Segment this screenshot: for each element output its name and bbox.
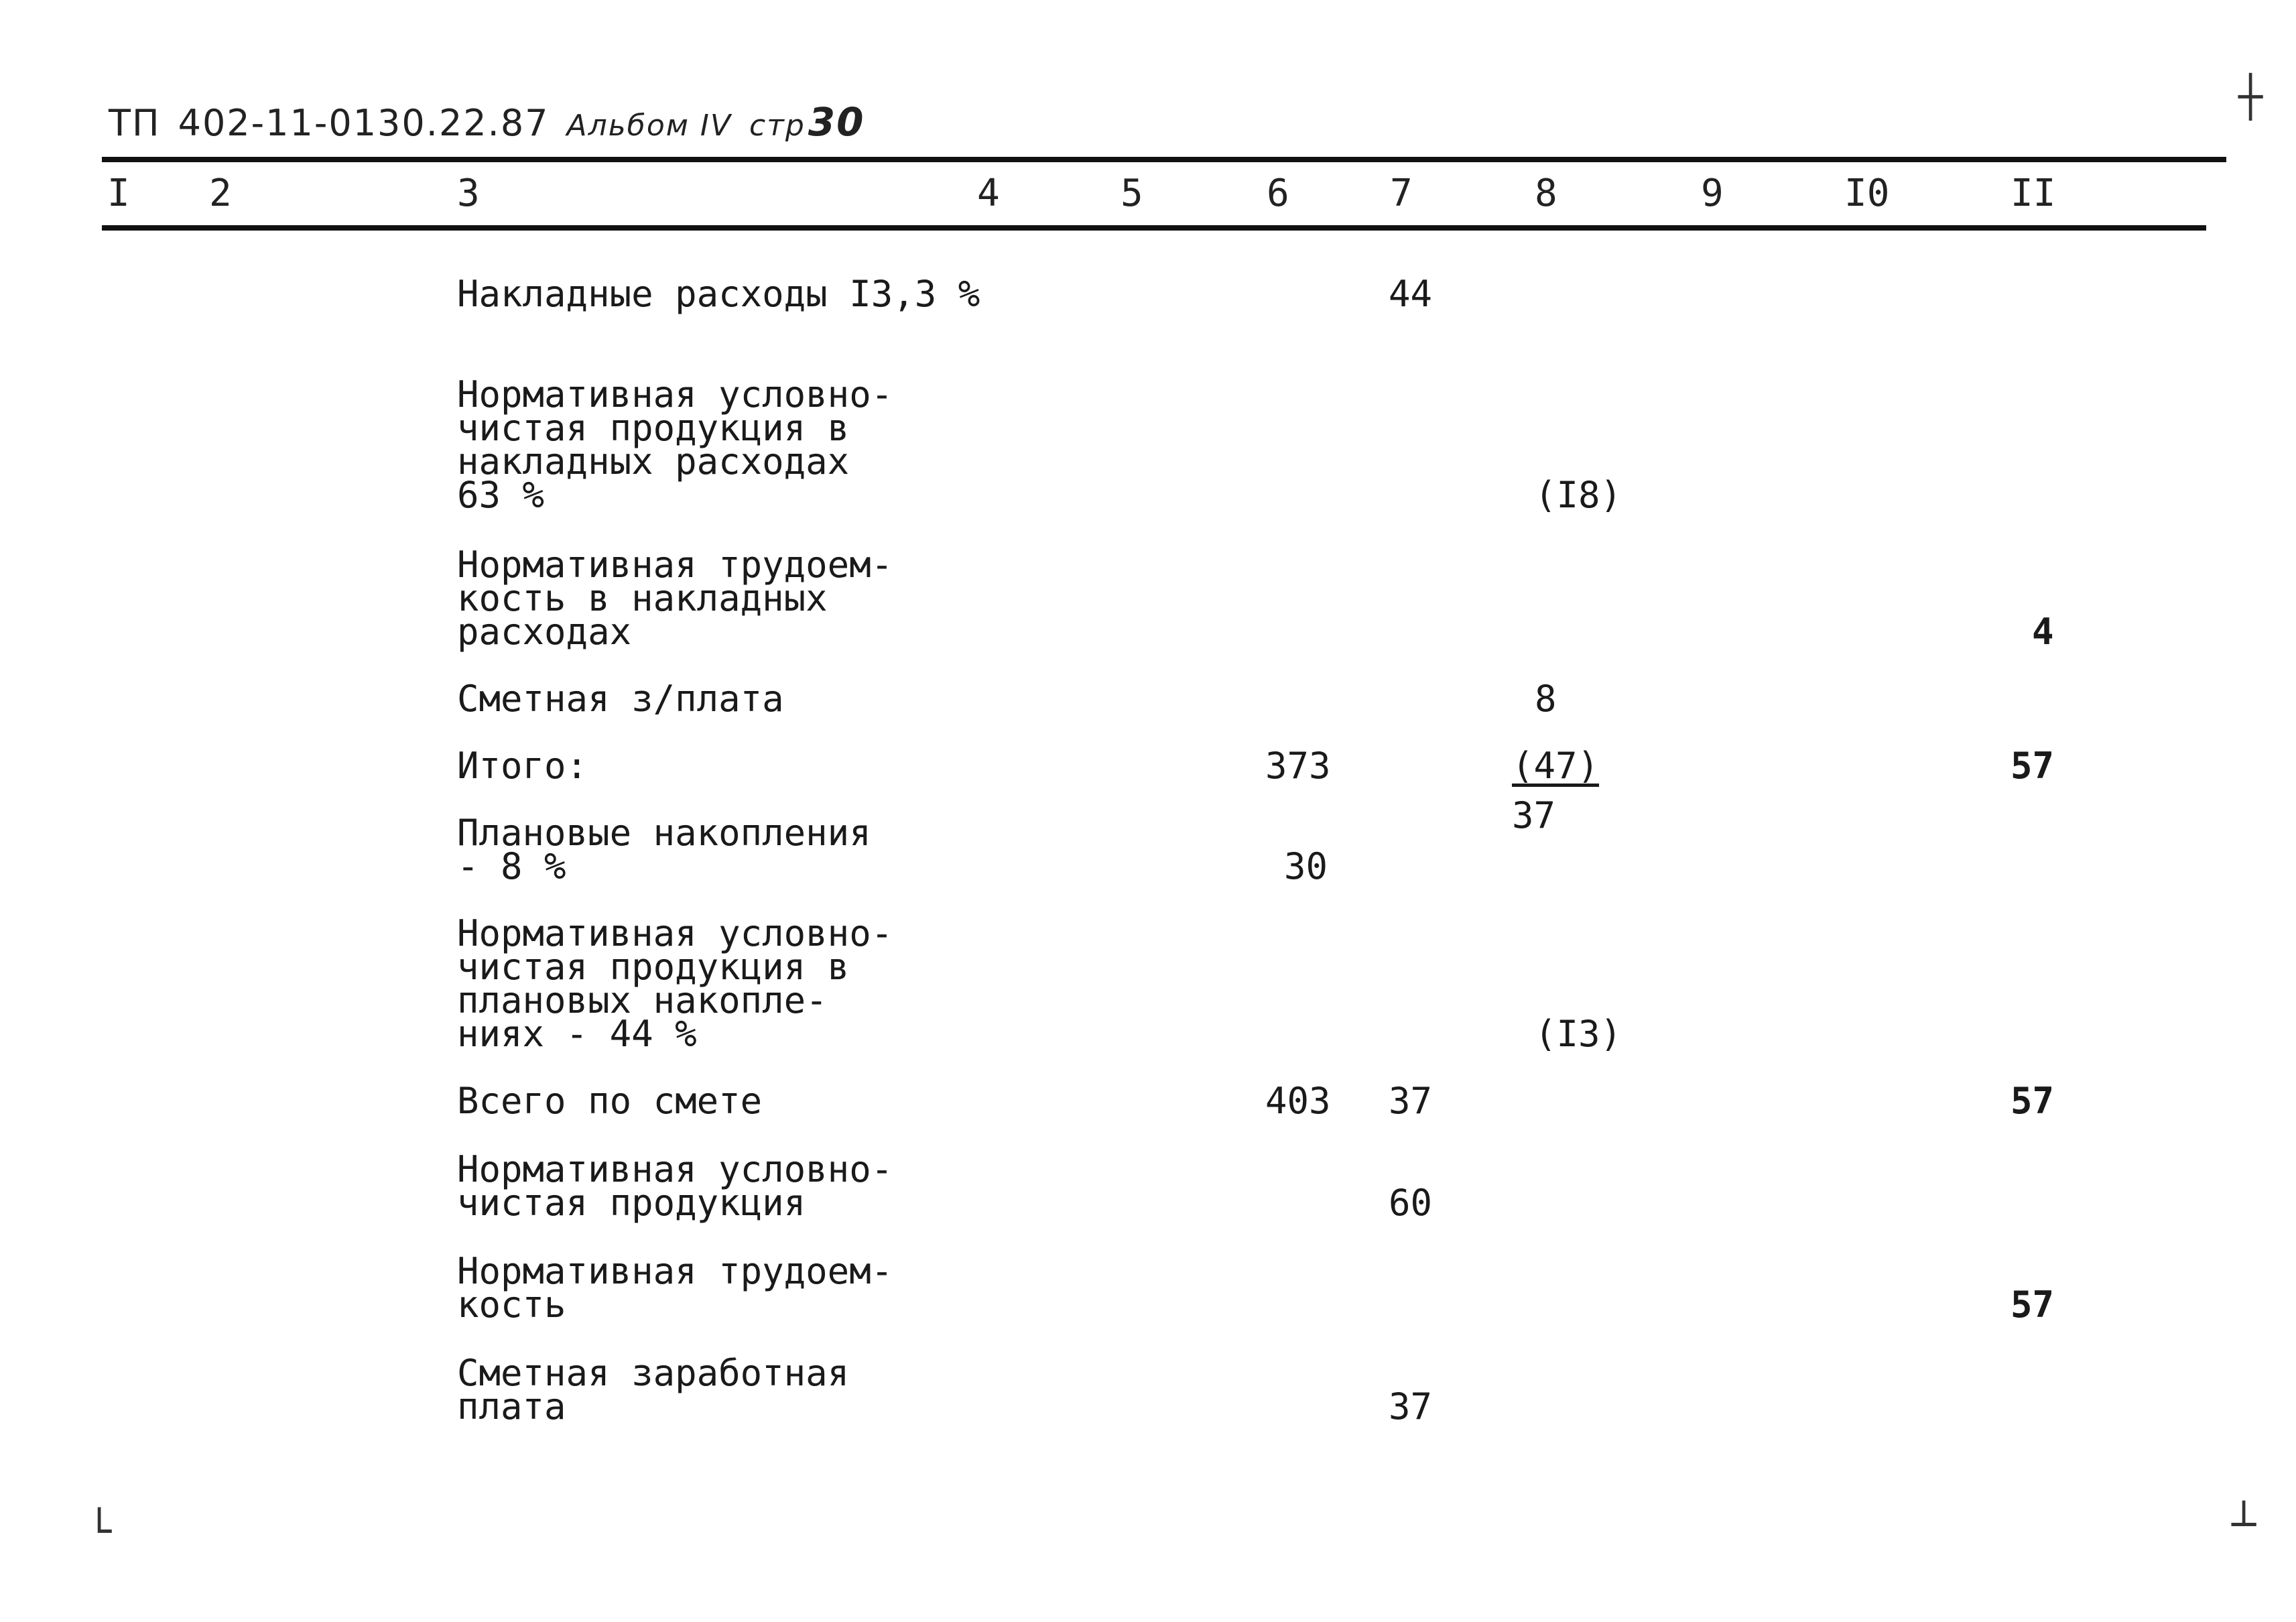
header-page-label: стр [749, 109, 806, 143]
header-rule-top [102, 157, 2226, 162]
row-nucp-savings-text: Нормативная условно- чистая продукция в плановых накопле- ниях - 44 % [457, 912, 893, 1055]
header-rule-bottom [102, 225, 2206, 231]
row-nucp-text: Нормативная условно- чистая продукция [457, 1148, 893, 1224]
column-number-6: 6 [1267, 172, 1289, 215]
corner-mark-bottom-left: └ [87, 1508, 112, 1555]
row-labor-overhead-text: Нормативная трудоем- кость в накладных расходах [457, 544, 893, 653]
column-number-4: 4 [977, 172, 1000, 215]
row-wage-col7: 37 [1389, 1385, 1433, 1428]
column-number-5: 5 [1121, 172, 1143, 215]
row-wage-estimate-col8: 8 [1535, 678, 1557, 720]
row-total-text: Всего по смете [457, 1080, 763, 1122]
row-total-col11: 57 [2011, 1080, 2055, 1122]
row-nucp-col7: 60 [1389, 1182, 1433, 1224]
row-nucp-overhead-col8: (I8) [1535, 474, 1622, 516]
row-total-col7: 37 [1389, 1080, 1433, 1122]
row-nucp-savings-col8: (I3) [1535, 1013, 1622, 1055]
row-subtotal-col8-bottom: 37 [1512, 794, 1556, 836]
column-number-1: I [107, 172, 130, 215]
row-wage-text: Сметная заработная плата [457, 1352, 850, 1428]
row-planned-savings-text: Плановые накопления - 8 % [457, 812, 871, 887]
column-number-7: 7 [1390, 172, 1413, 215]
column-number-9: 9 [1701, 172, 1724, 215]
column-number-10: I0 [1844, 172, 1890, 215]
column-number-3: 3 [457, 172, 480, 215]
row-total-col6: 403 [1265, 1080, 1331, 1122]
row-subtotal-col6: 373 [1265, 745, 1331, 787]
header-album: Альбом IV [566, 109, 732, 143]
document-header [109, 99, 882, 145]
corner-mark-bottom-right: ┴ [2232, 1501, 2256, 1548]
row-subtotal-col8-top: (47) [1512, 745, 1600, 787]
column-number-2: 2 [209, 172, 232, 215]
row-planned-savings-col6: 30 [1284, 845, 1328, 887]
header-page-number: 30 [808, 99, 865, 145]
column-number-11: II [2011, 172, 2056, 215]
column-number-8: 8 [1535, 172, 1557, 215]
row-labor-text: Нормативная трудоем- кость [457, 1250, 893, 1326]
row-subtotal-col11: 57 [2011, 745, 2055, 787]
header-tp: ТП [109, 102, 161, 144]
row-overhead-col7: 44 [1389, 273, 1433, 315]
row-subtotal-text: Итого: [457, 745, 588, 787]
row-labor-overhead-col11: 4 [2032, 611, 2054, 653]
row-labor-col11: 57 [2011, 1284, 2055, 1326]
header-code: 402-11-0130.22.87 [178, 102, 550, 144]
row-overhead-text: Накладные расходы I3,3 % [457, 273, 980, 315]
corner-mark-top-right: ┼ [2238, 74, 2263, 121]
row-nucp-overhead-text: Нормативная условно- чистая продукция в накладных расходах 63 % [457, 373, 893, 516]
row-wage-estimate-text: Сметная з/плата [457, 678, 784, 720]
